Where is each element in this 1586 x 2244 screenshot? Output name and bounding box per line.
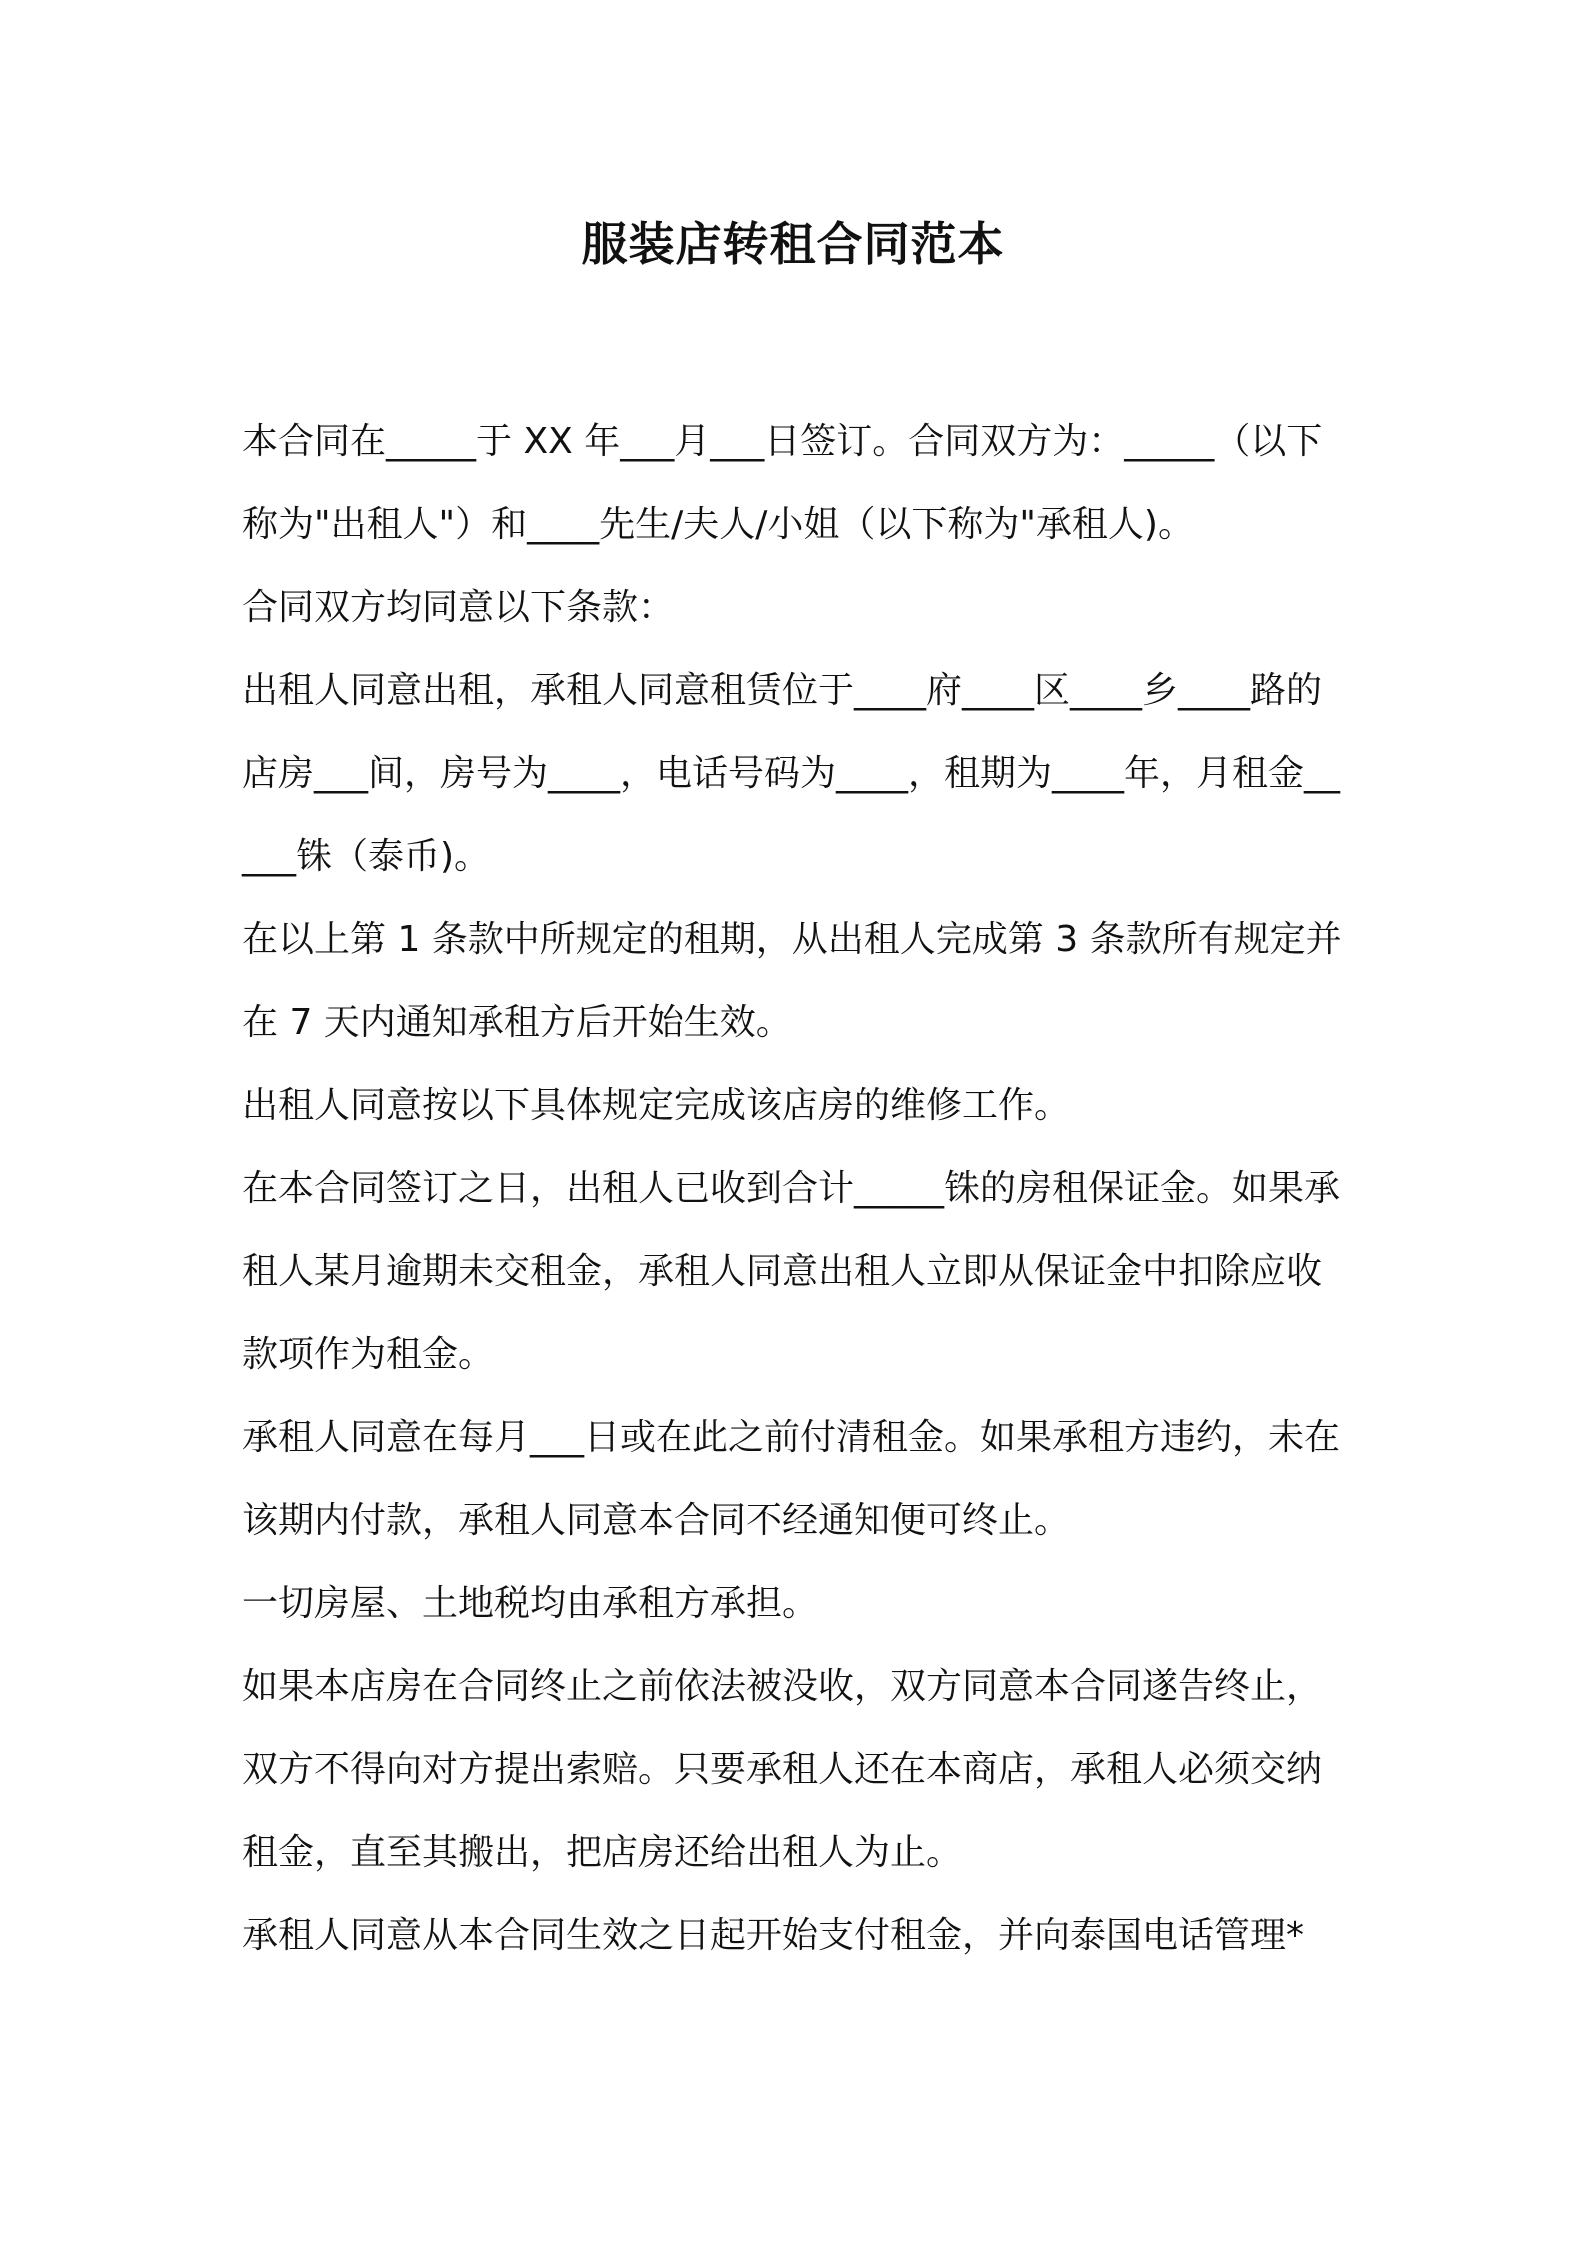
paragraph-deposit: 在本合同签订之日，出租人已收到合计_____铢的房租保证金。如果承租人某月逾期未交租金，承租人同意出租人立即从保证金中扣除应收款项作为租金。 — [242, 1168, 1341, 1375]
paragraph-agreement-intro: 合同双方均同意以下条款： — [242, 587, 675, 628]
document-body — [242, 400, 1352, 1977]
paragraph-repairs: 出租人同意按以下具体规定完成该店房的维修工作。 — [242, 1085, 1071, 1126]
paragraph-payment-date: 承租人同意在每月___日或在此之前付清租金。如果承租方违约，未在该期内付款，承租人同意本合同不经通知便可终止。 — [242, 1417, 1341, 1541]
paragraph-premises: 出租人同意出租，承租人同意租赁位于____府____区____乡____路的店房___间，房号为____，电话号码为____，租期为____年，月租金_____铢（泰币)。 — [242, 670, 1341, 877]
paragraph-confiscation: 如果本店房在合同终止之前依法被没收，双方同意本合同遂告终止，双方不得向对方提出索赔。只要承租人还在本商店，承租人必须交纳租金，直至其搬出，把店房还给出租人为止。 — [242, 1666, 1323, 1873]
paragraph-term-effective: 在以上第 1 条款中所规定的租期，从出租人完成第 3 条款所有规定并在 7 天内通知承租方后开始生效。 — [242, 919, 1342, 1043]
document-title: 服装店转租合同范本 — [581, 217, 1005, 271]
paragraph-parties: 本合同在_____于 XX 年___月___日签订。合同双方为：_____（以下称为"出租人"）和____先生/夫人/小姐（以下称为"承租人)。 — [242, 421, 1323, 545]
paragraph-taxes: 一切房屋、土地税均由承租方承担。 — [242, 1583, 819, 1624]
paragraph-rent-start: 承租人同意从本合同生效之日起开始支付租金，并向泰国电话管理* — [242, 1915, 1305, 1956]
